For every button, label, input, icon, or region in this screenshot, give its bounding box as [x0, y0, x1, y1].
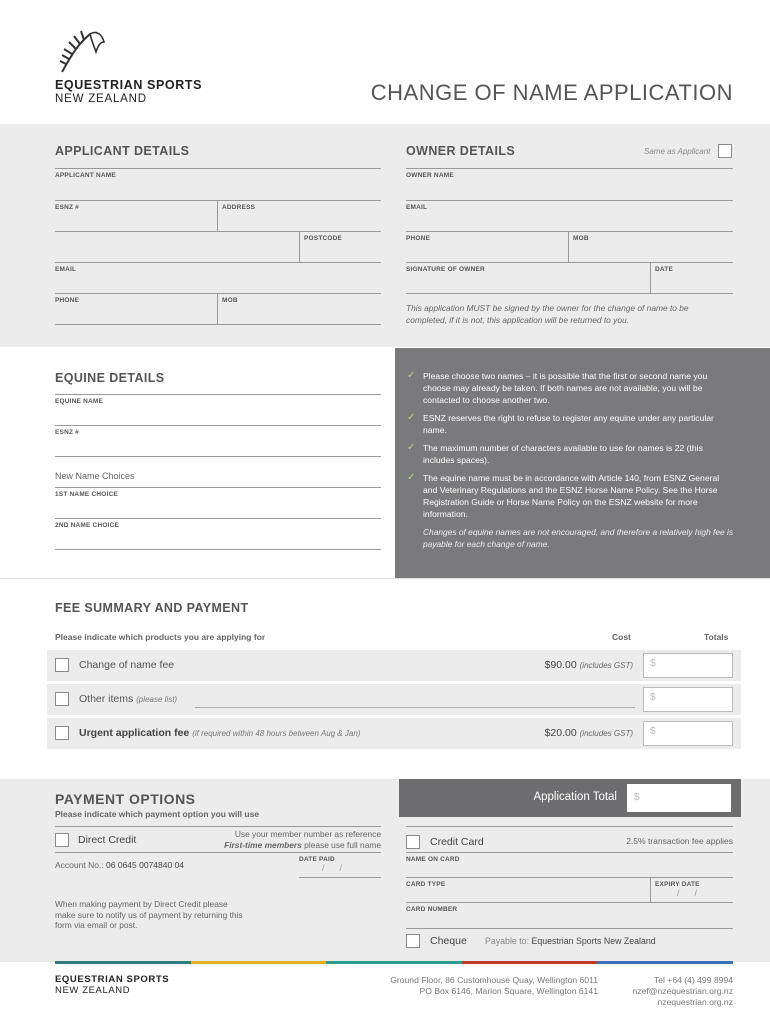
fee-price: $20.00 (includes GST)	[544, 727, 633, 739]
account-number: Account No.: 06 0645 0074840 04	[55, 860, 185, 870]
direct-credit-label: Direct Credit	[78, 834, 137, 846]
stripe-segment	[597, 961, 733, 964]
stripe-segment	[462, 961, 598, 964]
rules-panel	[395, 348, 770, 578]
fee-label: Urgent application fee (if required within 48 hours between Aug & Jan)	[79, 727, 361, 739]
other-items-list-line[interactable]	[195, 707, 635, 708]
fee-total-input[interactable]: $	[643, 721, 733, 746]
fee-total-input[interactable]: $	[643, 687, 733, 712]
same-as-applicant-label: Same as Applicant	[644, 147, 711, 156]
fee-label: Other items (please list)	[79, 693, 178, 705]
owner-heading: OWNER DETAILS	[406, 144, 516, 158]
rule-item: ✓ ESNZ reserves the right to refuse to register any equine under any particular name.	[407, 412, 714, 435]
cheque-label: Cheque	[430, 935, 467, 947]
check-icon: ✓	[407, 412, 416, 423]
fern-horse-logo-icon	[56, 24, 108, 76]
payment-instruction: Please indicate which payment option you will use	[55, 809, 260, 819]
check-icon: ✓	[407, 442, 416, 453]
fee-row-urgent	[47, 718, 741, 749]
rule-item: ✓ The equine name must be in accordance with Article 140, from ESNZ General and Veterinary Regulations and the ESNZ Horse Name Policy. See the Horse Registration Guide or Horse Name Policy on the ESNZ website for more information.	[407, 472, 720, 519]
payment-heading: PAYMENT OPTIONS	[55, 791, 196, 807]
owner-signature-note: This application MUST be signed by the owner for the change of name to be completed, if it is not, this application will be returned to you.	[406, 303, 689, 325]
applicant-heading: APPLICANT DETAILS	[55, 144, 190, 158]
footer-tel: Tel +64 (4) 499 8994	[653, 975, 733, 985]
stripe-segment	[191, 961, 327, 964]
stripe-segment	[55, 961, 191, 964]
check-icon: ✓	[407, 472, 416, 483]
totals-header: Totals	[704, 632, 729, 642]
stripe-segment	[326, 961, 462, 964]
fee-total-input[interactable]: $	[643, 653, 733, 678]
urgent-fee-checkbox[interactable]	[55, 726, 69, 740]
direct-credit-checkbox[interactable]	[55, 833, 69, 847]
payable-to: Payable to: Equestrian Sports New Zealand	[485, 936, 656, 946]
rule-item: ✓ The maximum number of characters available to use for names is 22 (this includes spaces).	[407, 442, 703, 465]
cost-header: Cost	[612, 632, 631, 642]
fee-row-other-items	[47, 684, 741, 715]
same-as-applicant-checkbox[interactable]	[718, 144, 732, 158]
direct-credit-note: When making payment by Direct Credit please make sure to notify us of payment by returning this form via email or post.	[55, 899, 243, 930]
cheque-checkbox[interactable]	[406, 934, 420, 948]
footer-stripe	[55, 961, 733, 964]
fee-label: Change of name fee	[79, 659, 175, 671]
footer-email[interactable]: nzef@nzequestrian.org.nz	[632, 986, 733, 996]
other-items-checkbox[interactable]	[55, 692, 69, 706]
fee-price: $90.00 (includes GST)	[544, 659, 633, 671]
header	[0, 0, 770, 124]
credit-card-checkbox[interactable]	[406, 835, 420, 849]
fee-instruction: Please indicate which products you are applying for	[55, 632, 266, 642]
application-total-bar	[399, 779, 741, 817]
footer-website[interactable]: nzequestrian.org.nz	[657, 997, 733, 1007]
fee-row-change-of-name	[47, 650, 741, 681]
footer-address: Ground Floor, 86 Customhouse Quay, Wellington 6011 PO Box 6146, Marion Square, Wellington 6141	[390, 975, 598, 996]
rule-item: ✓ Please choose two names – it is possible that the first or second name you choose may already be taken. If both names are not available, you will be contacted to choose another two.	[407, 370, 708, 405]
reference-note: Use your member number as reference First-time members please use full name	[224, 829, 381, 850]
new-name-choices-label: New Name Choices	[55, 471, 135, 481]
rules-note: Changes of equine names are not encouraged, and therefore a relatively high fee is payable for each change of name.	[423, 527, 734, 549]
equine-heading: EQUINE DETAILS	[55, 371, 165, 385]
page-title: CHANGE OF NAME APPLICATION	[370, 80, 733, 105]
footer-org: EQUESTRIAN SPORTS NEW ZEALAND	[55, 974, 170, 996]
check-icon: ✓	[407, 370, 416, 381]
credit-card-fee: 2.5% transaction fee applies	[626, 836, 733, 846]
org-name: EQUESTRIAN SPORTS NEW ZEALAND	[55, 78, 203, 105]
credit-card-label: Credit Card	[430, 836, 484, 848]
footer-contact	[633, 975, 733, 1008]
fee-heading: FEE SUMMARY AND PAYMENT	[55, 601, 249, 615]
application-total-input[interactable]: $	[627, 784, 731, 812]
application-total-label: Application Total	[533, 791, 617, 803]
change-of-name-checkbox[interactable]	[55, 658, 69, 672]
